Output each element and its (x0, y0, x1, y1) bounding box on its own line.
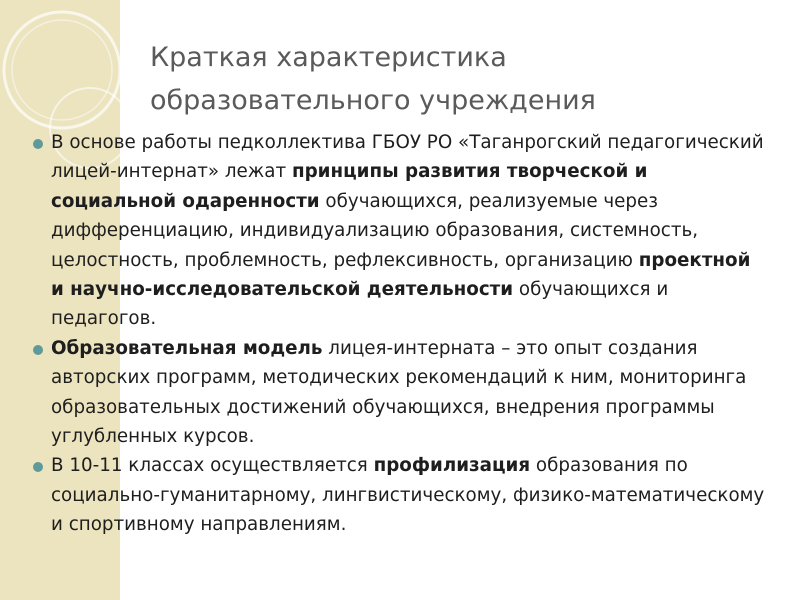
bullet-dot-icon (33, 345, 43, 355)
slide-title-line2: образовательного учреждения (150, 85, 596, 116)
bullet-item-model (28, 334, 768, 452)
bullet-text: В 10-11 классах осуществляется (51, 455, 374, 477)
bullet-item-profiling (28, 451, 768, 539)
bullet-emphasis: проектной и научно-исследовательской деятельности (51, 249, 751, 301)
bullet-emphasis: профилизация (373, 455, 531, 477)
bullet-text: обучающихся и педагогов. (51, 279, 669, 330)
bullet-list (28, 128, 768, 540)
bullet-text: обучающихся, реализуемые через дифференциацию, индивидуализацию образования, системность, целостность, проблемность, рефлексивность, организацию (51, 190, 699, 271)
bullet-item-principles (28, 128, 768, 334)
bullet-text: В основе работы педколлектива ГБОУ РО «Таганрогский педагогический лицей-интернат» лежат (51, 132, 764, 183)
bullet-text: образования по социально-гуманитарному, лингвистическому, физико-математическому и спортивному направлениям. (51, 455, 765, 536)
bullet-dot-icon (33, 462, 43, 472)
bullet-text: лицея-интерната – это опыт создания авторских программ, методических рекомендаций к ним, мониторинга образовательных достижений обучающихся, внедрения программы углубленных курсов. (51, 337, 747, 448)
bullet-emphasis: Образовательная модель (51, 337, 323, 359)
bullet-emphasis: принципы развития творческой и социальной одаренности (51, 161, 648, 212)
slide-title-line1: Краткая характеристика (150, 42, 507, 73)
bullet-dot-icon (33, 139, 43, 149)
slide-title (150, 36, 750, 122)
